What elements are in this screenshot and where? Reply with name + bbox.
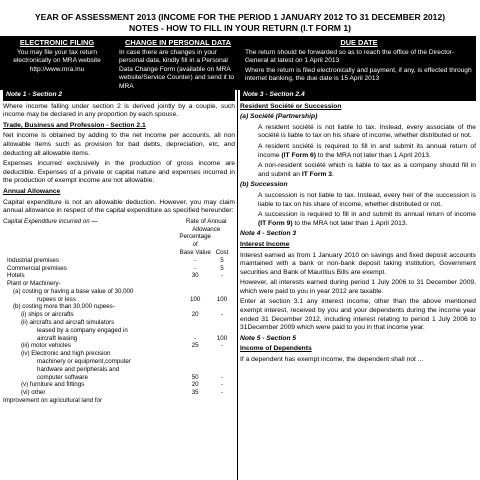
row-base-value: 20 <box>191 311 199 319</box>
efiling-box <box>0 37 114 89</box>
row-label: computer software <box>37 373 88 381</box>
row-base-value <box>179 303 211 311</box>
row-cost: - <box>220 381 224 389</box>
table-header-row <box>3 218 233 234</box>
interest-paragraph-3: Enter at section 3.1 any interest income, other than the above mentioned exempt interest, received by you and your dependents during the income year ended 31 December 2012, including interest relating to period 1 July 2006 to 31December 2009 which were paid to you in that income year. <box>240 298 476 332</box>
row-label: leased by a company engaged in <box>37 326 128 334</box>
row-label: (v) furniture and fittings <box>21 381 85 389</box>
row-cost <box>211 350 233 358</box>
societe-heading: (a) Société (Partnership) <box>240 113 318 121</box>
row-label: Plant or Machinery- <box>7 280 61 288</box>
row-base-value: - <box>194 256 197 264</box>
notes-title: NOTES - HOW TO FILL IN YOUR RETURN (I.T FORM 1) <box>128 23 351 33</box>
row-cost <box>211 366 233 374</box>
row-base-value <box>179 288 211 296</box>
row-base-value: 50 <box>191 373 199 381</box>
succession-paragraph-2: A succession is required to fill in and submit its annual return of income (IT Form 9) to the MRA not later than 1 April 2013. <box>258 211 476 227</box>
note5-heading: Note 5 - Section 5 <box>240 334 297 342</box>
table-row <box>3 303 233 311</box>
due-text-1: The return should be forwarded so as to reach the office of the Director-General at latest on 1 April 2013 <box>245 49 455 65</box>
table-row <box>3 265 233 273</box>
row-cost: - <box>220 342 224 350</box>
efiling-text: You may file your tax return electronically on MRA website <box>13 49 101 65</box>
row-label: (b) costing more than 30,000 rupees- <box>13 303 115 311</box>
table-subheader-row <box>3 233 233 249</box>
row-base-value <box>179 319 211 327</box>
info-banner <box>0 36 476 90</box>
row-base-value: - <box>194 264 197 272</box>
dependents-paragraph: If a dependent has exempt income, the dependent shall not ... <box>240 356 424 364</box>
row-label: Improvement on agricultural land for <box>3 397 103 405</box>
table-header-cost: Cost <box>215 248 229 256</box>
row-cost <box>211 303 233 311</box>
row-label: Commercial premises <box>7 264 67 272</box>
table-row <box>3 397 233 405</box>
note1-paragraph: Where income falling under section 2 is derived jointly by a couple, such income may be declared in any proportion by each spouse. <box>3 102 235 119</box>
left-column <box>3 90 235 480</box>
note3-heading: Note 3 - Section 2.4 <box>240 90 476 101</box>
change-text: In case there are changes in your personal data, kindly fill in a Personal Data Change Form (available on MRA website/Service Counter) and send it to MRA <box>119 49 235 90</box>
table-row <box>3 319 233 327</box>
row-cost: 100 <box>216 334 228 342</box>
row-base-value <box>179 358 211 366</box>
allowance-table <box>3 218 233 405</box>
row-cost <box>211 280 233 288</box>
succession-heading: (b) Succession <box>240 181 288 189</box>
dependents-heading: Income of Dependents <box>240 345 312 353</box>
row-base-value <box>179 366 211 374</box>
right-column <box>240 90 476 480</box>
table-row <box>3 381 233 389</box>
note1-heading: Note 1 - Section 2 <box>3 90 235 101</box>
row-label: Hotels <box>7 272 25 280</box>
trade-paragraph-2: Expenses incurred exclusively in the production of gross income are deductible. Expenses of a private or capital nature and expenses incurred in the production of exempt income are not allowable. <box>3 160 235 185</box>
annual-allowance-heading: Annual Allowance <box>3 187 61 195</box>
table-header-percentage: Percentage of <box>179 233 211 249</box>
row-label: (iv) Electronic and high precision <box>21 350 111 358</box>
row-cost: - <box>220 373 224 381</box>
row-base-value: 20 <box>191 381 199 389</box>
row-base-value <box>179 327 211 335</box>
due-title: DUE DATE <box>340 38 378 47</box>
table-header-item: Capital Expenditure incurred on — <box>3 217 98 225</box>
row-cost: 5 <box>220 256 224 264</box>
change-title: CHANGE IN PERSONAL DATA <box>125 38 231 47</box>
row-base-value: 30 <box>191 272 199 280</box>
societe-paragraph-2: A resident société is required to fill in and submit its annual return of income (IT Form 6) to the MRA not later than 1 April 2013. <box>258 142 476 159</box>
row-base-value <box>179 350 211 358</box>
table-row <box>3 366 233 374</box>
table-row <box>3 288 233 296</box>
table-row <box>3 350 233 358</box>
interest-heading: Interest Income <box>240 240 290 248</box>
table-row <box>3 389 233 397</box>
table-row <box>3 335 233 343</box>
table-header-rate: Rate of Annual Allowance <box>185 217 227 233</box>
row-base-value <box>179 397 211 405</box>
row-cost: - <box>220 272 224 280</box>
row-label: aircraft leasing <box>37 334 78 342</box>
row-base-value: 35 <box>191 389 199 397</box>
row-label: hardware and peripherals and <box>37 365 120 373</box>
row-cost: 5 <box>220 264 224 272</box>
table-row <box>3 257 233 265</box>
column-divider <box>237 90 238 480</box>
interest-paragraph-1: Interest earned as from 1 January 2010 on savings and fixed deposit accounts maintained with a bank or non-bank deposit taking institution, Government securities and Bank of Mauritius Bills are exempt. <box>240 251 476 276</box>
table-header-base: Base Value <box>179 248 211 256</box>
table-row <box>3 342 233 350</box>
due-date-box <box>242 37 476 89</box>
row-cost: - <box>220 389 224 397</box>
table-body <box>3 257 233 405</box>
personal-data-box <box>116 37 240 89</box>
row-label: (a) costing or having a base value of 30,000 <box>13 287 134 295</box>
table-subheader-row-2 <box>3 249 233 257</box>
row-cost: - <box>220 311 224 319</box>
table-row <box>3 358 233 366</box>
row-label: (iii) motor vehicles <box>21 342 71 350</box>
row-cost <box>211 288 233 296</box>
row-label: (i) ships or aircrafts <box>21 311 74 319</box>
societe-paragraph-3: A non-resident société which is liable to tax as a company should fill in and submit an IT Form 3. <box>258 162 476 178</box>
annual-allowance-paragraph: Capital expenditure is not an allowable deduction. However, you may claim annual allowance in respect of the capital expenditure as specified hereunder: <box>3 198 235 215</box>
assessment-title: YEAR OF ASSESSMENT 2013 (INCOME FOR THE PERIOD 1 JANUARY 2012 TO 31 DECEMBER 2012) <box>34 12 446 22</box>
row-cost <box>211 397 233 405</box>
table-row <box>3 296 233 304</box>
row-cost <box>211 319 233 327</box>
row-label: (vi) other <box>21 389 46 397</box>
row-cost <box>211 327 233 335</box>
row-base-value: - <box>194 334 197 342</box>
table-row <box>3 272 233 280</box>
row-cost: 100 <box>216 295 228 303</box>
note4-heading: Note 4 - Section 3 <box>240 230 297 238</box>
row-cost <box>211 358 233 366</box>
resident-heading: Resident Société or Succession <box>240 102 342 110</box>
row-label: (ii) aircrafts and aircraft simulators <box>21 319 115 327</box>
mra-url-link[interactable]: http://www.mra.mu <box>29 65 85 73</box>
efiling-title: ELECTRONIC FILING <box>19 38 95 47</box>
trade-heading: Trade, Business and Profession - Section 2.1 <box>3 121 146 129</box>
societe-paragraph-1: A resident société is not liable to tax. Instead, every associate of the société is liable to tax on his share of income, whether distributed or not. <box>258 123 476 140</box>
row-base-value: 100 <box>190 295 201 303</box>
row-base-value <box>179 280 211 288</box>
table-row <box>3 327 233 335</box>
succession-paragraph-1: A succession is not liable to tax. Instead, every heir of the succession is liable to tax on his share of income, whether distributed or not. <box>258 191 476 208</box>
page-header <box>0 0 480 34</box>
row-label: rupees or less <box>37 295 76 303</box>
table-row <box>3 311 233 319</box>
table-row <box>3 374 233 382</box>
table-row <box>3 280 233 288</box>
row-base-value: 25 <box>191 342 199 350</box>
trade-paragraph-1: Net income is obtained by adding to the net income per accounts, all non allowable items such as provision for bad debts, depreciation, etc, and deducting all allowable items. <box>3 132 235 157</box>
row-label: machinery or equipment,computer <box>37 358 131 366</box>
row-label: Industrial premises <box>7 256 59 264</box>
due-text-2: Where the return is filed electronically and payment, if any, is effected through internet banking, the due date is 15 April 2013 <box>245 66 472 83</box>
interest-paragraph-2: However, all interests earned during period 1 July 2006 to 31 December 2009, which were paid to you in year 2012 are taxable. <box>240 279 476 295</box>
